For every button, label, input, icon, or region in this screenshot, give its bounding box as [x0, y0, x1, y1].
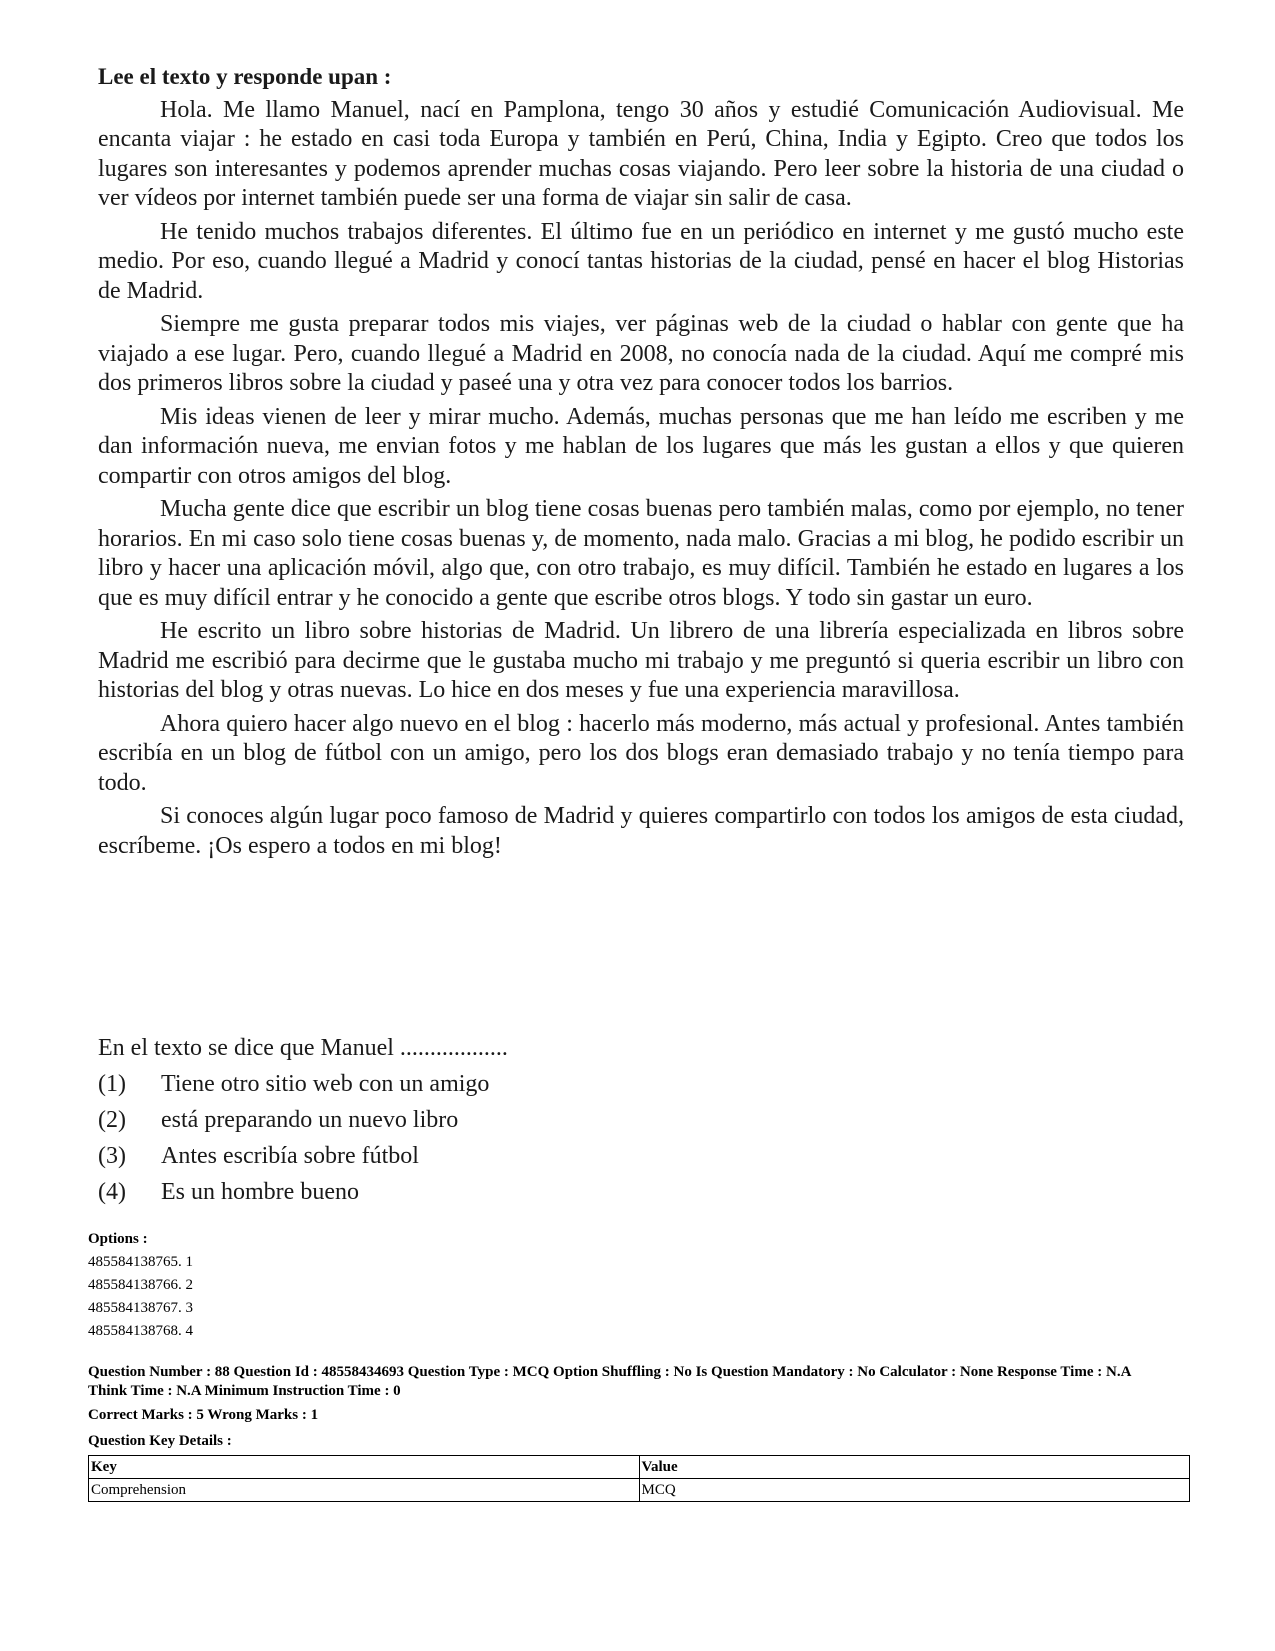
answer-option[interactable] — [98, 1066, 1184, 1102]
passage-paragraph: He escrito un libro sobre historias de Madrid. Un librero de una librería especializada en libros sobre Madrid me escribió para decirme que le gustaba mucho mi trabajo y me preguntó si queria escribir un libro con historias del blog y otras nuevas. Lo hice en dos meses y fue una experiencia maravillosa. — [98, 618, 1184, 703]
passage-heading: Lee el texto y responde upan : — [98, 64, 392, 89]
answer-option[interactable] — [98, 1102, 1184, 1138]
question-metadata — [88, 1228, 1188, 1502]
option-number: (4) — [98, 1179, 126, 1205]
table-cell: MCQ — [639, 1479, 1190, 1502]
table-header-row — [89, 1456, 1190, 1479]
option-id: 485584138768. 4 — [88, 1323, 193, 1339]
passage-paragraph: He tenido muchos trabajos diferentes. El último fue en un periódico en internet y me gustó mucho este medio. Por eso, cuando llegué a Madrid y conocí tantas historias de la ciudad, pensé en hacer el blog Historias de Madrid. — [98, 218, 1184, 304]
key-details-table — [88, 1455, 1190, 1502]
table-row — [89, 1479, 1190, 1502]
option-id: 485584138765. 1 — [88, 1254, 193, 1270]
reading-passage — [98, 62, 1184, 865]
option-text: Es un hombre bueno — [161, 1179, 359, 1205]
option-number: (3) — [98, 1143, 126, 1169]
question-marks: Correct Marks : 5 Wrong Marks : 1 — [88, 1407, 319, 1423]
answer-option[interactable] — [98, 1174, 1184, 1210]
column-header: Key — [89, 1456, 640, 1479]
option-number: (1) — [98, 1071, 126, 1097]
question-block — [98, 1030, 1184, 1210]
option-id: 485584138767. 3 — [88, 1300, 193, 1316]
key-details-label: Question Key Details : — [88, 1433, 232, 1449]
column-header: Value — [639, 1456, 1190, 1479]
passage-paragraph: Mis ideas vienen de leer y mirar mucho. Además, muchas personas que me han leído me escriben y me dan información nueva, me envian fotos y me hablan de los lugares que más les gustan a ellos y que quieren compartir con otros amigos del blog. — [98, 403, 1184, 489]
option-text: Antes escribía sobre fútbol — [161, 1143, 419, 1169]
options-label: Options : — [88, 1231, 148, 1247]
passage-paragraph: Si conoces algún lugar poco famoso de Madrid y quieres compartirlo con todos los amigos de esta ciudad, escríbeme. ¡Os espero a todos en mi blog! — [98, 803, 1184, 859]
table-cell: Comprehension — [89, 1479, 640, 1502]
passage-paragraph: Ahora quiero hacer algo nuevo en el blog : hacerlo más moderno, más actual y profesional. Antes también escribía en un blog de fútbol con un amigo, pero los dos blogs eran demasiado trabajo y no tenía tiempo para todo. — [98, 710, 1184, 796]
option-id: 485584138766. 2 — [88, 1277, 193, 1293]
answer-option[interactable] — [98, 1138, 1184, 1174]
passage-paragraph: Hola. Me llamo Manuel, nací en Pamplona, tengo 30 años y estudié Comunicación Audiovisual. Me encanta viajar : he estado en casi toda Europa y también en Perú, China, India y Egipto. Creo que todos los lugares son interesantes y podemos aprender muchas cosas viajando. Pero leer sobre la historia de una ciudad o ver vídeos por internet también puede ser una forma de viajar sin salir de casa. — [98, 96, 1184, 211]
question-details: Question Number : 88 Question Id : 48558434693 Question Type : MCQ Option Shuffling : No Is Question Mandatory : No Calculator : None Response Time : N.A Think Time : N.A Minimum Instruction Time : 0 — [88, 1364, 1131, 1399]
question-stem: En el texto se dice que Manuel .................. — [98, 1035, 508, 1061]
option-number: (2) — [98, 1107, 126, 1133]
passage-paragraph: Siempre me gusta preparar todos mis viajes, ver páginas web de la ciudad o hablar con gente que ha viajado a ese lugar. Pero, cuando llegué a Madrid en 2008, no conocía nada de la ciudad. Aquí me compré mis dos primeros libros sobre la ciudad y paseé una y otra vez para conocer todos los barrios. — [98, 311, 1184, 396]
option-text: Tiene otro sitio web con un amigo — [161, 1071, 490, 1097]
passage-paragraph: Mucha gente dice que escribir un blog tiene cosas buenas pero también malas, como por ejemplo, no tener horarios. En mi caso solo tiene cosas buenas y, de momento, nada malo. Gracias a mi blog, he podido escribir un libro y hacer una aplicación móvil, algo que, con otro trabajo, es muy difícil. También he estado en lugares a los que es muy difícil entrar y he conocido a gente que escribe otros blogs. Y todo sin gastar un euro. — [98, 496, 1184, 611]
option-text: está preparando un nuevo libro — [161, 1107, 459, 1133]
